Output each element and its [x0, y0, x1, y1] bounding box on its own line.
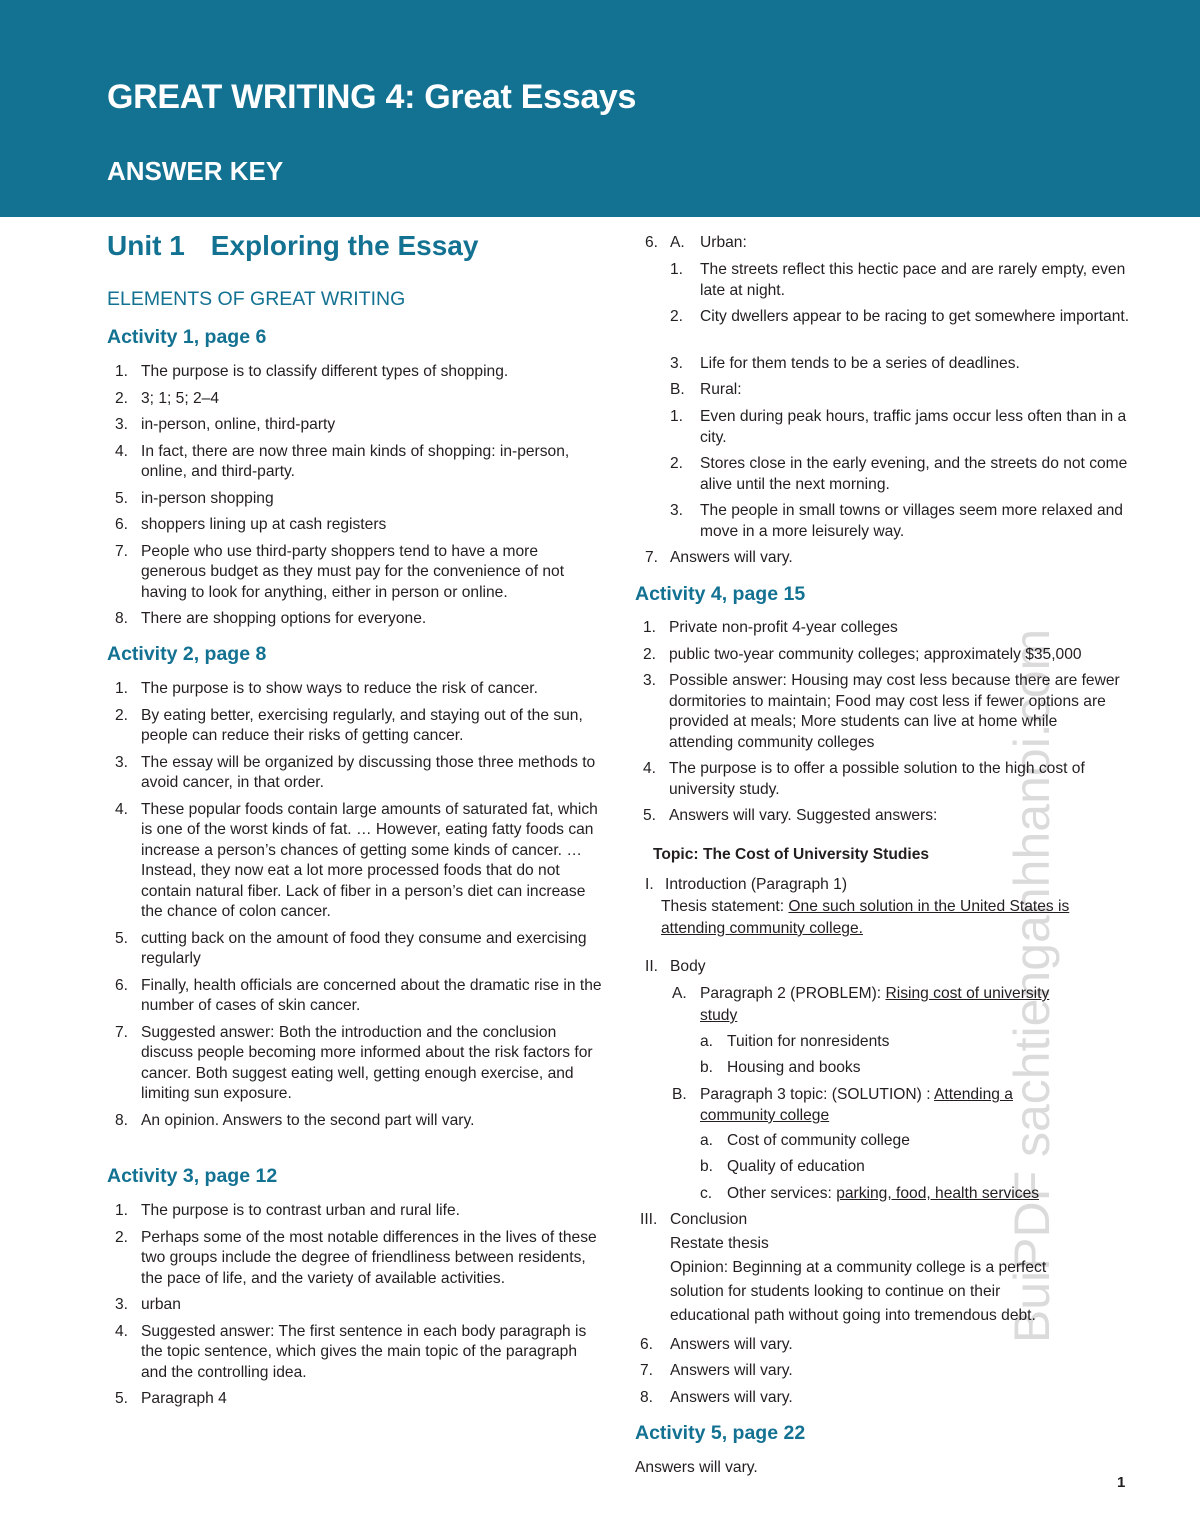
rural-letter: B. — [670, 381, 685, 398]
unit-number: Unit 1 — [107, 230, 185, 261]
answer-item — [107, 929, 605, 970]
answer-text: Answers will vary. — [670, 1336, 793, 1353]
answer-item — [107, 1201, 605, 1222]
page-number: 1 — [1117, 1474, 1126, 1491]
answer-number: 6. — [115, 516, 129, 533]
answer-number: 4. — [643, 760, 657, 777]
paragraph-3-label: Paragraph 3 topic: (SOLUTION) : — [700, 1086, 931, 1103]
answer-number: 2. — [115, 706, 129, 724]
opinion-line: Opinion: Beginning at a community college is a perfect — [670, 1259, 1047, 1276]
answer-text: In fact, there are now three main kinds of shopping: in-person, online, and third-party. — [141, 442, 570, 480]
activity-1-heading: Activity 1, page 6 — [107, 326, 267, 348]
thesis-label: Thesis statement: — [661, 898, 785, 915]
subitem-letter: a. — [700, 1132, 714, 1149]
answer-text: The essay will be organized by discussing those three methods to avoid cancer, in that order. — [141, 753, 596, 791]
answer-number: 6. — [640, 1336, 654, 1353]
answer-item — [107, 415, 605, 436]
answer-number: 5. — [115, 1390, 129, 1407]
answer-item — [107, 442, 605, 483]
answer-number: 7. — [640, 1362, 654, 1379]
answer-text: The people in small towns or villages seem more relaxed and move in a more leisurely way. — [700, 502, 1123, 540]
subitem-text: Housing and books — [727, 1059, 861, 1076]
answer-item — [107, 1111, 605, 1132]
answer-text: Suggested answer: The first sentence in each body paragraph is the topic sentence, which gives the main topic of the paragraph and the controlling idea. — [141, 1322, 587, 1381]
answer-text: The purpose is to offer a possible solution to the high cost of university study. — [669, 760, 1085, 798]
answer-number: 2. — [670, 308, 684, 325]
answer-item — [107, 679, 605, 700]
answer-text: People who use third-party shoppers tend to have a more generous budget as they must pay for the convenience of not having to look for anything, either in person or online. — [141, 542, 565, 601]
subitem-text: Tuition for nonresidents — [727, 1033, 890, 1050]
subitem-label: Other services: — [727, 1185, 832, 1202]
answer-text: These popular foods contain large amounts of saturated fat, which is one of the worst kinds of fat. … However, eating fatty foods can increase a person’s chances of getting some kinds of cancer. … Instead, they now eat a lot more processed foods that do not contain natural fiber. Lack of fiber in a person’s diet can increase the chance of colon cancer. — [141, 800, 598, 920]
answer-number: 1. — [115, 680, 129, 697]
answer-number: 1. — [115, 363, 129, 380]
paragraph-3-topic: Attending a — [934, 1086, 1013, 1103]
answer-text: in-person, online, third-party — [141, 416, 336, 433]
subitem-text: Quality of education — [727, 1158, 865, 1175]
subitem-letter: b. — [700, 1158, 714, 1175]
answer-number: 5. — [115, 489, 129, 507]
answer-number: 2. — [643, 645, 657, 663]
answer-text: Even during peak hours, traffic jams occur less often than in a city. — [700, 408, 1127, 446]
answer-text: Suggested answer: Both the introduction and the conclusion discuss people becoming more informed about the risk factors for cancer. Both suggest eating well, getting enough exercise, and limiting sun exposure. — [141, 1023, 593, 1102]
answer-number: 6. — [645, 234, 659, 251]
paragraph-2-topic-cont: study — [700, 1007, 738, 1024]
thesis-line-2: attending community college. — [661, 920, 863, 937]
answer-item — [107, 362, 605, 383]
answer-text: The streets reflect this hectic pace and are rarely empty, even late at night. — [700, 261, 1126, 299]
thesis-statement — [661, 897, 1131, 918]
answer-item — [107, 542, 605, 604]
answer-text: By eating better, exercising regularly, and staying out of the sun, people can reduce their risks of getting cancer. — [141, 706, 583, 744]
answer-text: City dwellers appear to be racing to get somewhere important. — [700, 308, 1130, 325]
paragraph-2-label: Paragraph 2 (PROBLEM): — [700, 985, 882, 1002]
outline-numeral: I. — [645, 876, 654, 893]
answer-text: The purpose is to show ways to reduce the risk of cancer. — [141, 680, 538, 697]
answer-text: Perhaps some of the most notable differences in the lives of these two groups include the degree of friendliness between residents, the pace of life, and the variety of available activities. — [141, 1228, 597, 1287]
subitem-text: Cost of community college — [727, 1132, 910, 1149]
answer-number: 5. — [115, 929, 129, 947]
opinion-line: solution for students looking to continue on their — [670, 1283, 1001, 1300]
activity-5-answer: Answers will vary. — [635, 1459, 758, 1476]
paragraph-2-topic: Rising cost of university — [885, 985, 1050, 1002]
answer-number: 8. — [115, 610, 129, 627]
answer-text: There are shopping options for everyone. — [141, 610, 427, 627]
answer-item — [107, 515, 605, 536]
activity-3-heading: Activity 3, page 12 — [107, 1165, 278, 1187]
answer-item — [107, 609, 605, 630]
answer-number: 3. — [643, 672, 657, 689]
answer-text: Possible answer: Housing may cost less because there are fewer dormitories to maintain; Food may cost less if fewer options are provided at meals; More students can live at home while attending community colleges — [669, 672, 1120, 751]
outline-body-label: Body — [670, 958, 706, 975]
opinion — [670, 1256, 1140, 1328]
answer-text: urban — [141, 1296, 181, 1313]
answer-text: Answers will vary. Suggested answers: — [669, 807, 938, 824]
answer-number: 3. — [115, 1296, 129, 1313]
answer-number: 8. — [115, 1111, 129, 1129]
answer-number: 6. — [115, 976, 129, 994]
answer-item — [635, 806, 1125, 827]
urban-letter: A. — [670, 234, 685, 251]
answer-number: 3. — [670, 355, 684, 372]
unit-heading — [107, 230, 478, 262]
answer-item — [107, 706, 605, 747]
answer-key-title: ANSWER KEY — [107, 156, 284, 186]
paragraph-3-topic-cont: community college — [700, 1107, 830, 1124]
answer-text: 3; 1; 5; 2–4 — [141, 389, 220, 407]
outline-numeral: II. — [645, 958, 658, 975]
activity-1-answers — [107, 362, 605, 636]
activity-5-heading: Activity 5, page 22 — [635, 1422, 806, 1444]
rural-label: Rural: — [700, 381, 742, 398]
answer-number: 3. — [115, 416, 129, 433]
answer-number: 4. — [115, 1322, 129, 1340]
answer-text: The purpose is to contrast urban and rural life. — [141, 1202, 460, 1219]
answer-item — [635, 618, 1125, 639]
answer-item — [635, 671, 1125, 753]
answer-number: 7. — [115, 542, 129, 560]
urban-label: Urban: — [700, 234, 747, 251]
answer-text: shoppers lining up at cash registers — [141, 516, 387, 533]
answer-item — [107, 389, 605, 410]
answer-number: 4. — [115, 800, 129, 818]
subitem-letter: b. — [700, 1059, 714, 1076]
outline-introduction-label: Introduction (Paragraph 1) — [665, 876, 848, 893]
answer-text: Answers will vary. — [670, 1362, 793, 1379]
answer-text: Private non-profit 4-year colleges — [669, 619, 898, 636]
answer-text: in-person shopping — [141, 489, 274, 507]
answer-number: 5. — [643, 807, 657, 824]
answer-text: Paragraph 4 — [141, 1390, 227, 1407]
answer-number: 1. — [643, 619, 657, 636]
subitem-letter: a. — [700, 1033, 714, 1050]
answer-item — [107, 1295, 605, 1316]
unit-title: Exploring the Essay — [210, 230, 479, 261]
header-banner — [0, 0, 1200, 217]
answer-item — [107, 489, 605, 510]
opinion-line: educational path without going into tremendous debt. — [670, 1307, 1036, 1324]
outline-letter: B. — [672, 1086, 687, 1103]
answer-number: 3. — [115, 753, 129, 771]
answer-item — [635, 759, 1125, 800]
answer-number: 7. — [645, 549, 659, 566]
answer-text: Finally, health officials are concerned about the dramatic rise in the number of cases of skin cancer. — [141, 976, 602, 1014]
answer-number: 8. — [640, 1389, 654, 1406]
outline-topic: Topic: The Cost of University Studies — [653, 846, 930, 863]
answer-text: Answers will vary. — [670, 1389, 793, 1406]
answer-number: 7. — [115, 1023, 129, 1041]
answer-text: Life for them tends to be a series of deadlines. — [700, 355, 1020, 372]
answer-text: An opinion. Answers to the second part will vary. — [141, 1111, 475, 1129]
answer-number: 1. — [115, 1202, 129, 1219]
answer-item — [107, 1389, 605, 1410]
section-heading: ELEMENTS OF GREAT WRITING — [107, 288, 406, 310]
activity-2-heading: Activity 2, page 8 — [107, 643, 267, 665]
answer-text: The purpose is to classify different types of shopping. — [141, 363, 509, 380]
answer-number: 1. — [670, 261, 684, 278]
answer-number: 2. — [670, 455, 684, 472]
answer-item — [107, 800, 605, 923]
answer-text: cutting back on the amount of food they consume and exercising regularly — [141, 929, 587, 967]
subitem-text: parking, food, health services — [836, 1185, 1040, 1202]
book-title: GREAT WRITING 4: Great Essays — [107, 78, 637, 116]
answer-item — [107, 1322, 605, 1384]
answer-item — [107, 1228, 605, 1290]
thesis-line-1: One such solution in the United States is — [788, 898, 1070, 915]
answer-item — [107, 1023, 605, 1105]
activity-2-answers — [107, 679, 605, 1137]
outline-numeral: III. — [640, 1211, 658, 1228]
activity-3-answers — [107, 1201, 605, 1416]
answer-number: 1. — [670, 408, 684, 425]
subitem-letter: c. — [700, 1185, 713, 1202]
outline-letter: A. — [672, 985, 687, 1002]
activity-4-answers — [635, 618, 1125, 833]
answer-number: 3. — [670, 502, 684, 519]
watermark-text: BuiPDF sachtienganhhanoi.com — [1004, 628, 1060, 1344]
restate-thesis: Restate thesis — [670, 1235, 769, 1252]
answer-item — [107, 753, 605, 794]
answer-number: 2. — [115, 389, 129, 407]
answer-number: 2. — [115, 1228, 129, 1246]
answer-text: Stores close in the early evening, and the streets do not come alive until the next morning. — [700, 455, 1128, 493]
outline-conclusion-label: Conclusion — [670, 1211, 748, 1228]
answer-text: public two-year community colleges; approximately $35,000 — [669, 645, 1082, 663]
answer-item — [635, 645, 1125, 666]
answer-number: 4. — [115, 442, 129, 460]
answer-item — [107, 976, 605, 1017]
answer-text: Answers will vary. — [670, 549, 793, 566]
activity-4-heading: Activity 4, page 15 — [635, 583, 806, 605]
